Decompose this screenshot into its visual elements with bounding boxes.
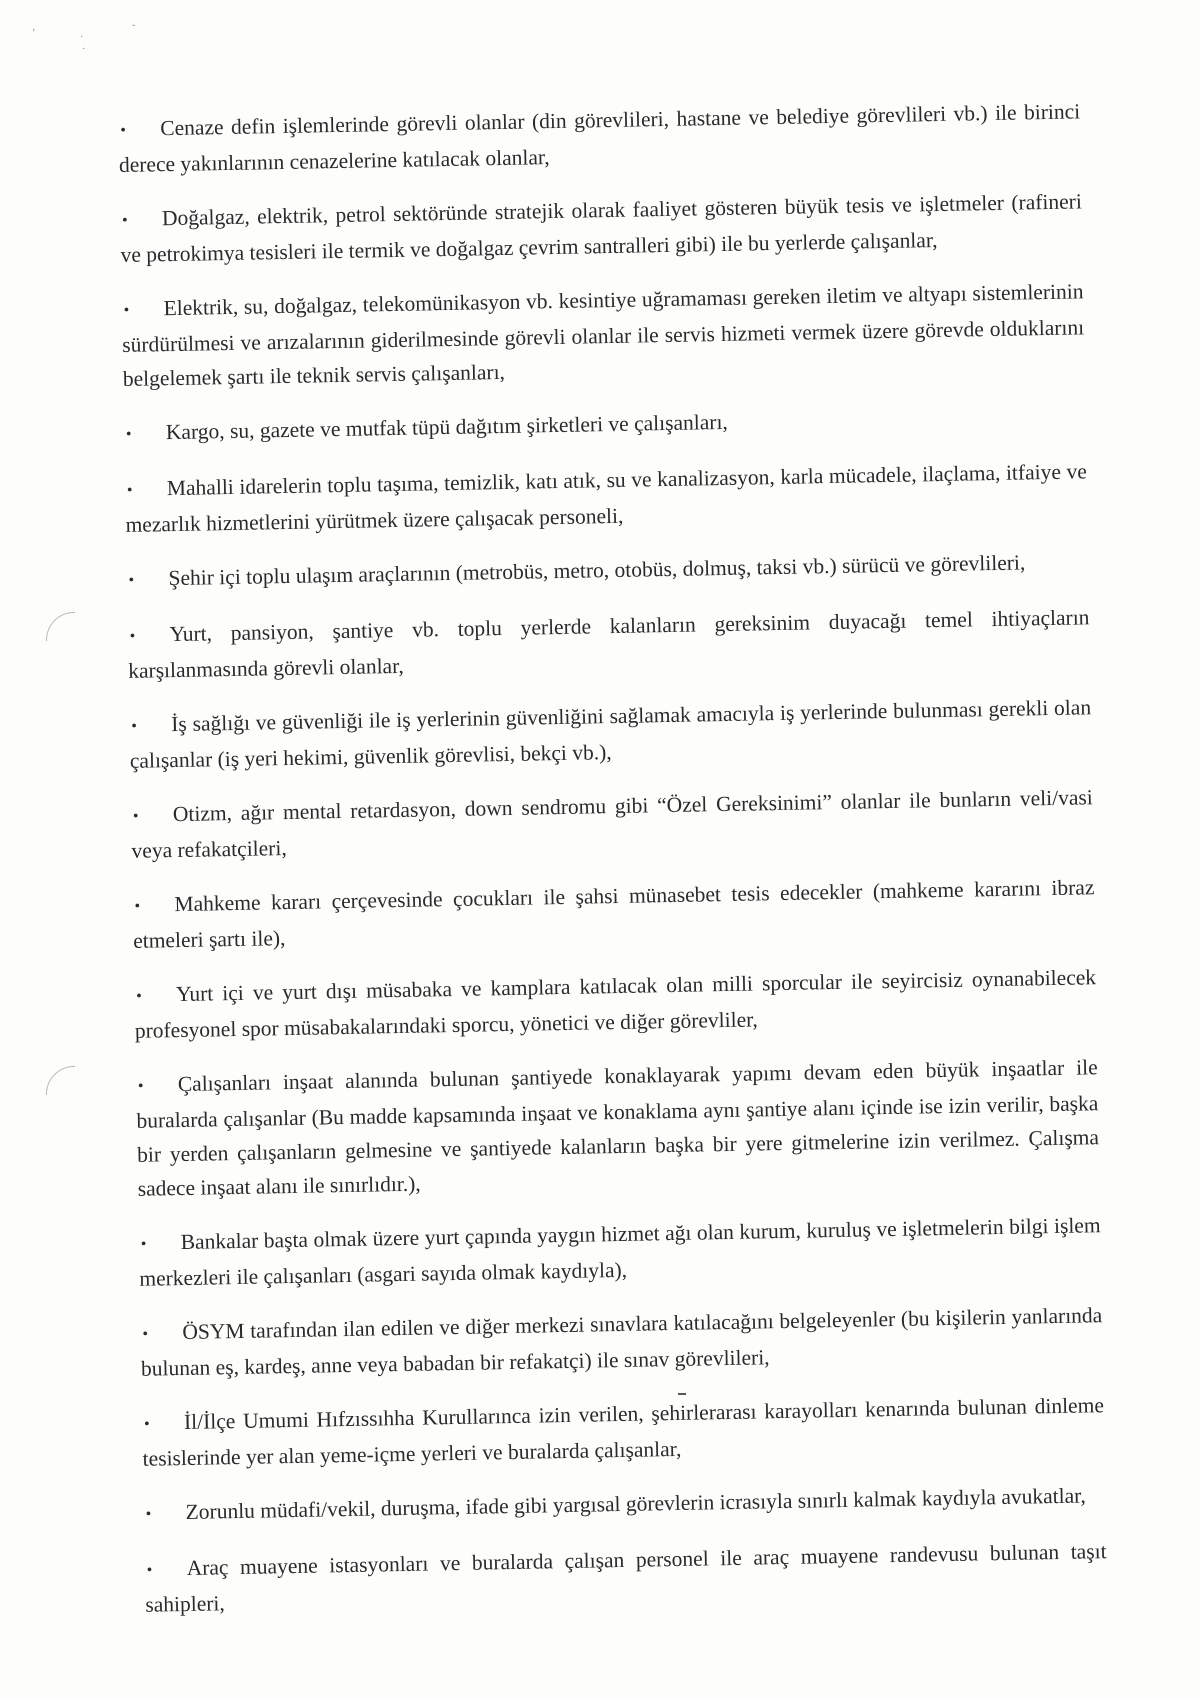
list-item-text: Zorunlu müdafi/vekil, duruşma, ifade gibi yargısal görevlerin icrasıyla sınırlı kalmak kaydıyla avukatlar,	[185, 1483, 1087, 1524]
speck-mark: ˇ	[132, 24, 136, 35]
bullet-icon: •	[137, 1077, 144, 1095]
list-item-text: Mahalli idarelerin toplu taşıma, temizlik, katı atık, su ve kanalizasyon, karla mücadele, ilaçlama, itfaiye ve mezarlık hizmetlerini yürütmek üzere çalışacak personeli,	[125, 459, 1087, 537]
list-item	[129, 690, 1092, 778]
punch-hole-mark	[46, 1066, 75, 1095]
bullet-icon: •	[145, 1505, 152, 1523]
list-item-text: Otizm, ağır mental retardasyon, down sendromu gibi “Özel Gereksinimi” olanlar ile bunların veli/vasi veya refakatçileri,	[131, 785, 1093, 863]
list-item-text: Bankalar başta olmak üzere yurt çapında yaygın hizmet ağı olan kurum, kuruluş ve işletmelerin bilgi işlem merkezleri ile çalışanları (asgari sayıda olmak kaydıyla),	[139, 1213, 1101, 1291]
list-item-text: Yurt, pansiyon, şantiye vb. toplu yerlerde kalanların gereksinim duyacağı temel ihtiyaçların karşılanmasında görevli olanlar,	[128, 605, 1090, 683]
list-item	[120, 184, 1083, 272]
list-item	[132, 870, 1095, 958]
bullet-icon: •	[128, 571, 135, 589]
list-item-text: ÖSYM tarafından ilan edilen ve diğer merkezi sınavlara katılacağını belgeleyenler (bu kişilerin yanlarında bulunan eş, kardeş, anne veya babadan bir refakatçi) ile sınav görevlileri,	[140, 1303, 1103, 1381]
list-item-text: İl/İlçe Umumi Hıfzıssıhha Kurullarınca izin verilen, şehirlerarası karayolları kenarında bulunan dinleme tesislerinde yer alan yeme-içme yerleri ve buralarda çalışanlar,	[142, 1393, 1105, 1471]
list-item	[127, 600, 1090, 688]
list-item-text: Yurt içi ve yurt dışı müsabaka ve kamplara katılacak olan milli sporcular ile seyircisiz oynanabilecek profesyonel spor müsabakalarındaki sporcu, yönetici ve diğer görevliler,	[134, 965, 1097, 1043]
list-item-text: İş sağlığı ve güvenliği ile iş yerlerinin güvenliğini sağlamak amacıyla iş yerlerinde bulunması gerekli olan çalışanlar (iş yeri hekimi, güvenlik görevlisi, bekçi vb.),	[129, 695, 1092, 773]
bullet-icon: •	[123, 301, 130, 319]
bullet-icon: •	[146, 1561, 153, 1579]
list-item	[125, 454, 1088, 542]
list-item	[140, 1298, 1103, 1386]
scan-specks	[30, 20, 150, 70]
bullet-icon: •	[126, 481, 133, 499]
speck-mark: ʼ	[32, 28, 36, 39]
bullet-icon: •	[142, 1325, 149, 1343]
list-item	[143, 1478, 1105, 1532]
bullet-icon: •	[125, 425, 132, 443]
list-item	[134, 960, 1097, 1048]
speck-mark: ·	[80, 32, 84, 43]
bullet-icon: •	[121, 211, 128, 229]
list-item-text: Araç muayene istasyonları ve buralarda çalışan personel ile araç muayene randevusu bulunan taşıt sahipleri,	[145, 1539, 1107, 1617]
bullet-icon: •	[136, 987, 142, 1005]
list-item	[136, 1050, 1100, 1206]
list-item-text: Kargo, su, gazete ve mutfak tüpü dağıtım şirketleri ve çalışanları,	[165, 409, 729, 445]
bullet-icon: •	[143, 1415, 150, 1433]
list-item	[124, 398, 1086, 452]
bullet-icon: •	[120, 121, 127, 139]
bullet-icon: •	[132, 807, 139, 825]
list-item-text: Doğalgaz, elektrik, petrol sektöründe stratejik olarak faaliyet gösteren büyük tesis ve işletmeler (rafineri ve petrokimya tesisleri ile termik ve doğalgaz çevrim santralleri gibi) ile bu yerlerde çalışanlar,	[120, 189, 1083, 267]
bullet-list	[118, 94, 1108, 1641]
list-item-text: Mahkeme kararı çerçevesinde çocukları ile şahsi münasebet tesis edecekler (mahkeme kararını ibraz etmeleri şartı ile),	[132, 875, 1095, 953]
list-item	[138, 1208, 1101, 1296]
list-item	[118, 94, 1081, 182]
list-item-text: Cenaze defin işlemlerinde görevli olanlar (din görevlileri, hastane ve belediye görevlileri vb.) ile birinci derece yakınlarının cenazelerine katılacak olanlar,	[118, 99, 1081, 177]
bullet-icon: •	[140, 1235, 147, 1253]
list-item-text: Çalışanları inşaat alanında bulunan şantiyede konaklayarak yapımı devam eden büyük inşaatlar ile buralarda çalışanlar (Bu madde kapsamında inşaat ve konaklama aynı şantiye alanı içinde ise izin verilir, başka bir yerden çalışanların gelmesine ve şantiyede kalanların başka bir yere gitmelerine izin verilmez. Çalışma sadece inşaat alanı ile sınırlıdır.),	[136, 1055, 1100, 1201]
list-item-text: Elektrik, su, doğalgaz, telekomünikasyon vb. kesintiye uğramaması gereken iletim ve altyapı sistemlerinin sürdürülmesi ve arızalarının giderilmesinde görevli olanlar ile servis hizmeti vermek üzere görevde olduklarını belgelemek şartı ile teknik servis çalışanları,	[122, 279, 1085, 391]
list-item	[121, 274, 1085, 396]
list-item	[126, 544, 1088, 598]
list-item	[142, 1388, 1105, 1476]
list-item	[144, 1534, 1107, 1622]
list-item-text: Şehir içi toplu ulaşım araçlarının (metrobüs, metro, otobüs, dolmuş, taksi vb.) sürücü ve görevlileri,	[168, 550, 1026, 591]
bullet-icon: •	[131, 717, 138, 735]
bullet-icon: •	[129, 627, 136, 645]
punch-hole-mark	[46, 612, 75, 641]
speck-mark: ·	[82, 44, 86, 55]
list-item	[131, 780, 1094, 868]
bullet-icon: •	[134, 897, 141, 915]
